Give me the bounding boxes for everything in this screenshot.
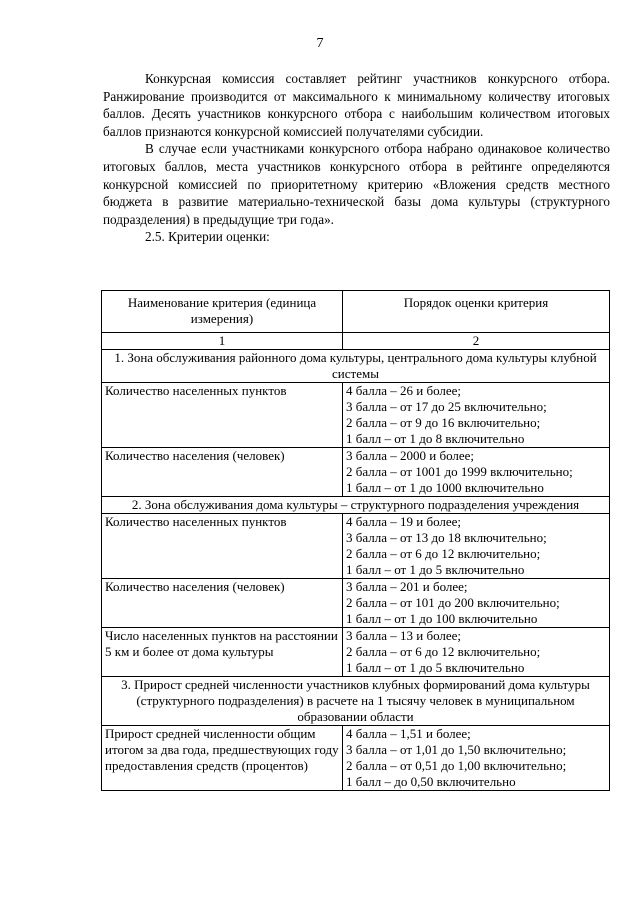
score-line: 1 балл – от 1 до 5 включительно — [346, 562, 525, 577]
criteria-table — [101, 290, 610, 791]
score-line: 3 балла – от 17 до 25 включительно; — [346, 399, 547, 414]
section-title: 1. Зона обслуживания районного дома культуры, центрального дома культуры клубной системы — [102, 350, 610, 383]
body-text — [103, 70, 610, 246]
criterion-cell: Количество населенных пунктов — [102, 514, 343, 579]
criterion-cell: Прирост средней численности общим итогом за два года, предшествующих году предоставления средств (процентов) — [102, 726, 343, 791]
score-line: 3 балла – от 1,01 до 1,50 включительно; — [346, 742, 567, 757]
table-row — [102, 579, 610, 628]
criterion-cell: Количество населения (человек) — [102, 448, 343, 497]
score-cell — [343, 579, 610, 628]
table-header-row — [102, 291, 610, 333]
score-line: 1 балл – от 1 до 1000 включительно — [346, 480, 544, 495]
score-line: 4 балла – 1,51 и более; — [346, 726, 471, 741]
header-evaluation-order: Порядок оценки критерия — [343, 291, 610, 333]
score-line: 3 балла – 13 и более; — [346, 628, 462, 643]
section-row-3 — [102, 677, 610, 726]
paragraph-tie-break: В случае если участниками конкурсного отбора набрано одинаковое количество итоговых баллов, места участников конкурсного отбора в рейтинге определяются конкурсной комиссией по приоритетному критерию «Вложения средств местного бюджета в развитие материально-технической базы дома культуры (структурного подразделения) в предыдущие три года». — [103, 141, 610, 227]
score-line: 3 балла – от 13 до 18 включительно; — [346, 530, 547, 545]
table-row — [102, 383, 610, 448]
page-number: 7 — [316, 36, 324, 51]
criterion-cell: Количество населенных пунктов — [102, 383, 343, 448]
score-cell — [343, 383, 610, 448]
criterion-cell: Число населенных пунктов на расстоянии 5 км и более от дома культуры — [102, 628, 343, 677]
table-row — [102, 514, 610, 579]
score-line: 2 балла – от 6 до 12 включительно; — [346, 644, 541, 659]
score-line: 1 балл – до 0,50 включительно — [346, 774, 516, 789]
table-row — [102, 726, 610, 791]
score-line: 3 балла – 2000 и более; — [346, 448, 475, 463]
score-line: 4 балла – 26 и более; — [346, 383, 462, 398]
score-cell — [343, 514, 610, 579]
score-line: 1 балл – от 1 до 100 включительно — [346, 611, 538, 626]
header-criterion-name: Наименование критерия (единица измерения) — [102, 291, 343, 333]
paragraph-criteria-heading: 2.5. Критерии оценки: — [145, 229, 270, 245]
table-row — [102, 448, 610, 497]
column-number-2: 2 — [343, 333, 610, 350]
column-number-1: 1 — [102, 333, 343, 350]
score-line: 4 балла – 19 и более; — [346, 514, 462, 529]
score-line: 2 балла – от 9 до 16 включительно; — [346, 415, 541, 430]
score-line: 2 балла – от 0,51 до 1,00 включительно; — [346, 758, 567, 773]
criterion-cell: Количество населения (человек) — [102, 579, 343, 628]
section-title: 3. Прирост средней численности участников клубных формирований дома культуры (структурного подразделения) в расчете на 1 тысячу человек в муниципальном образовании области — [102, 677, 610, 726]
score-line: 2 балла – от 6 до 12 включительно; — [346, 546, 541, 561]
paragraph-ranking: Конкурсная комиссия составляет рейтинг участников конкурсного отбора. Ранжирование производится от максимального к минимальному количеству итоговых баллов. Десять участников конкурсного отбора с наибольшим количеством итоговых баллов признаются конкурсной комиссией получателями субсидии. — [103, 71, 610, 139]
score-line: 2 балла – от 101 до 200 включительно; — [346, 595, 560, 610]
score-cell — [343, 448, 610, 497]
section-row-1 — [102, 350, 610, 383]
score-line: 1 балл – от 1 до 8 включительно — [346, 431, 525, 446]
section-title: 2. Зона обслуживания дома культуры – структурного подразделения учреждения — [102, 497, 610, 514]
section-row-2 — [102, 497, 610, 514]
score-line: 1 балл – от 1 до 5 включительно — [346, 660, 525, 675]
score-cell — [343, 726, 610, 791]
score-line: 3 балла – 201 и более; — [346, 579, 468, 594]
table-number-row — [102, 333, 610, 350]
score-line: 2 балла – от 1001 до 1999 включительно; — [346, 464, 573, 479]
table-row — [102, 628, 610, 677]
score-cell — [343, 628, 610, 677]
